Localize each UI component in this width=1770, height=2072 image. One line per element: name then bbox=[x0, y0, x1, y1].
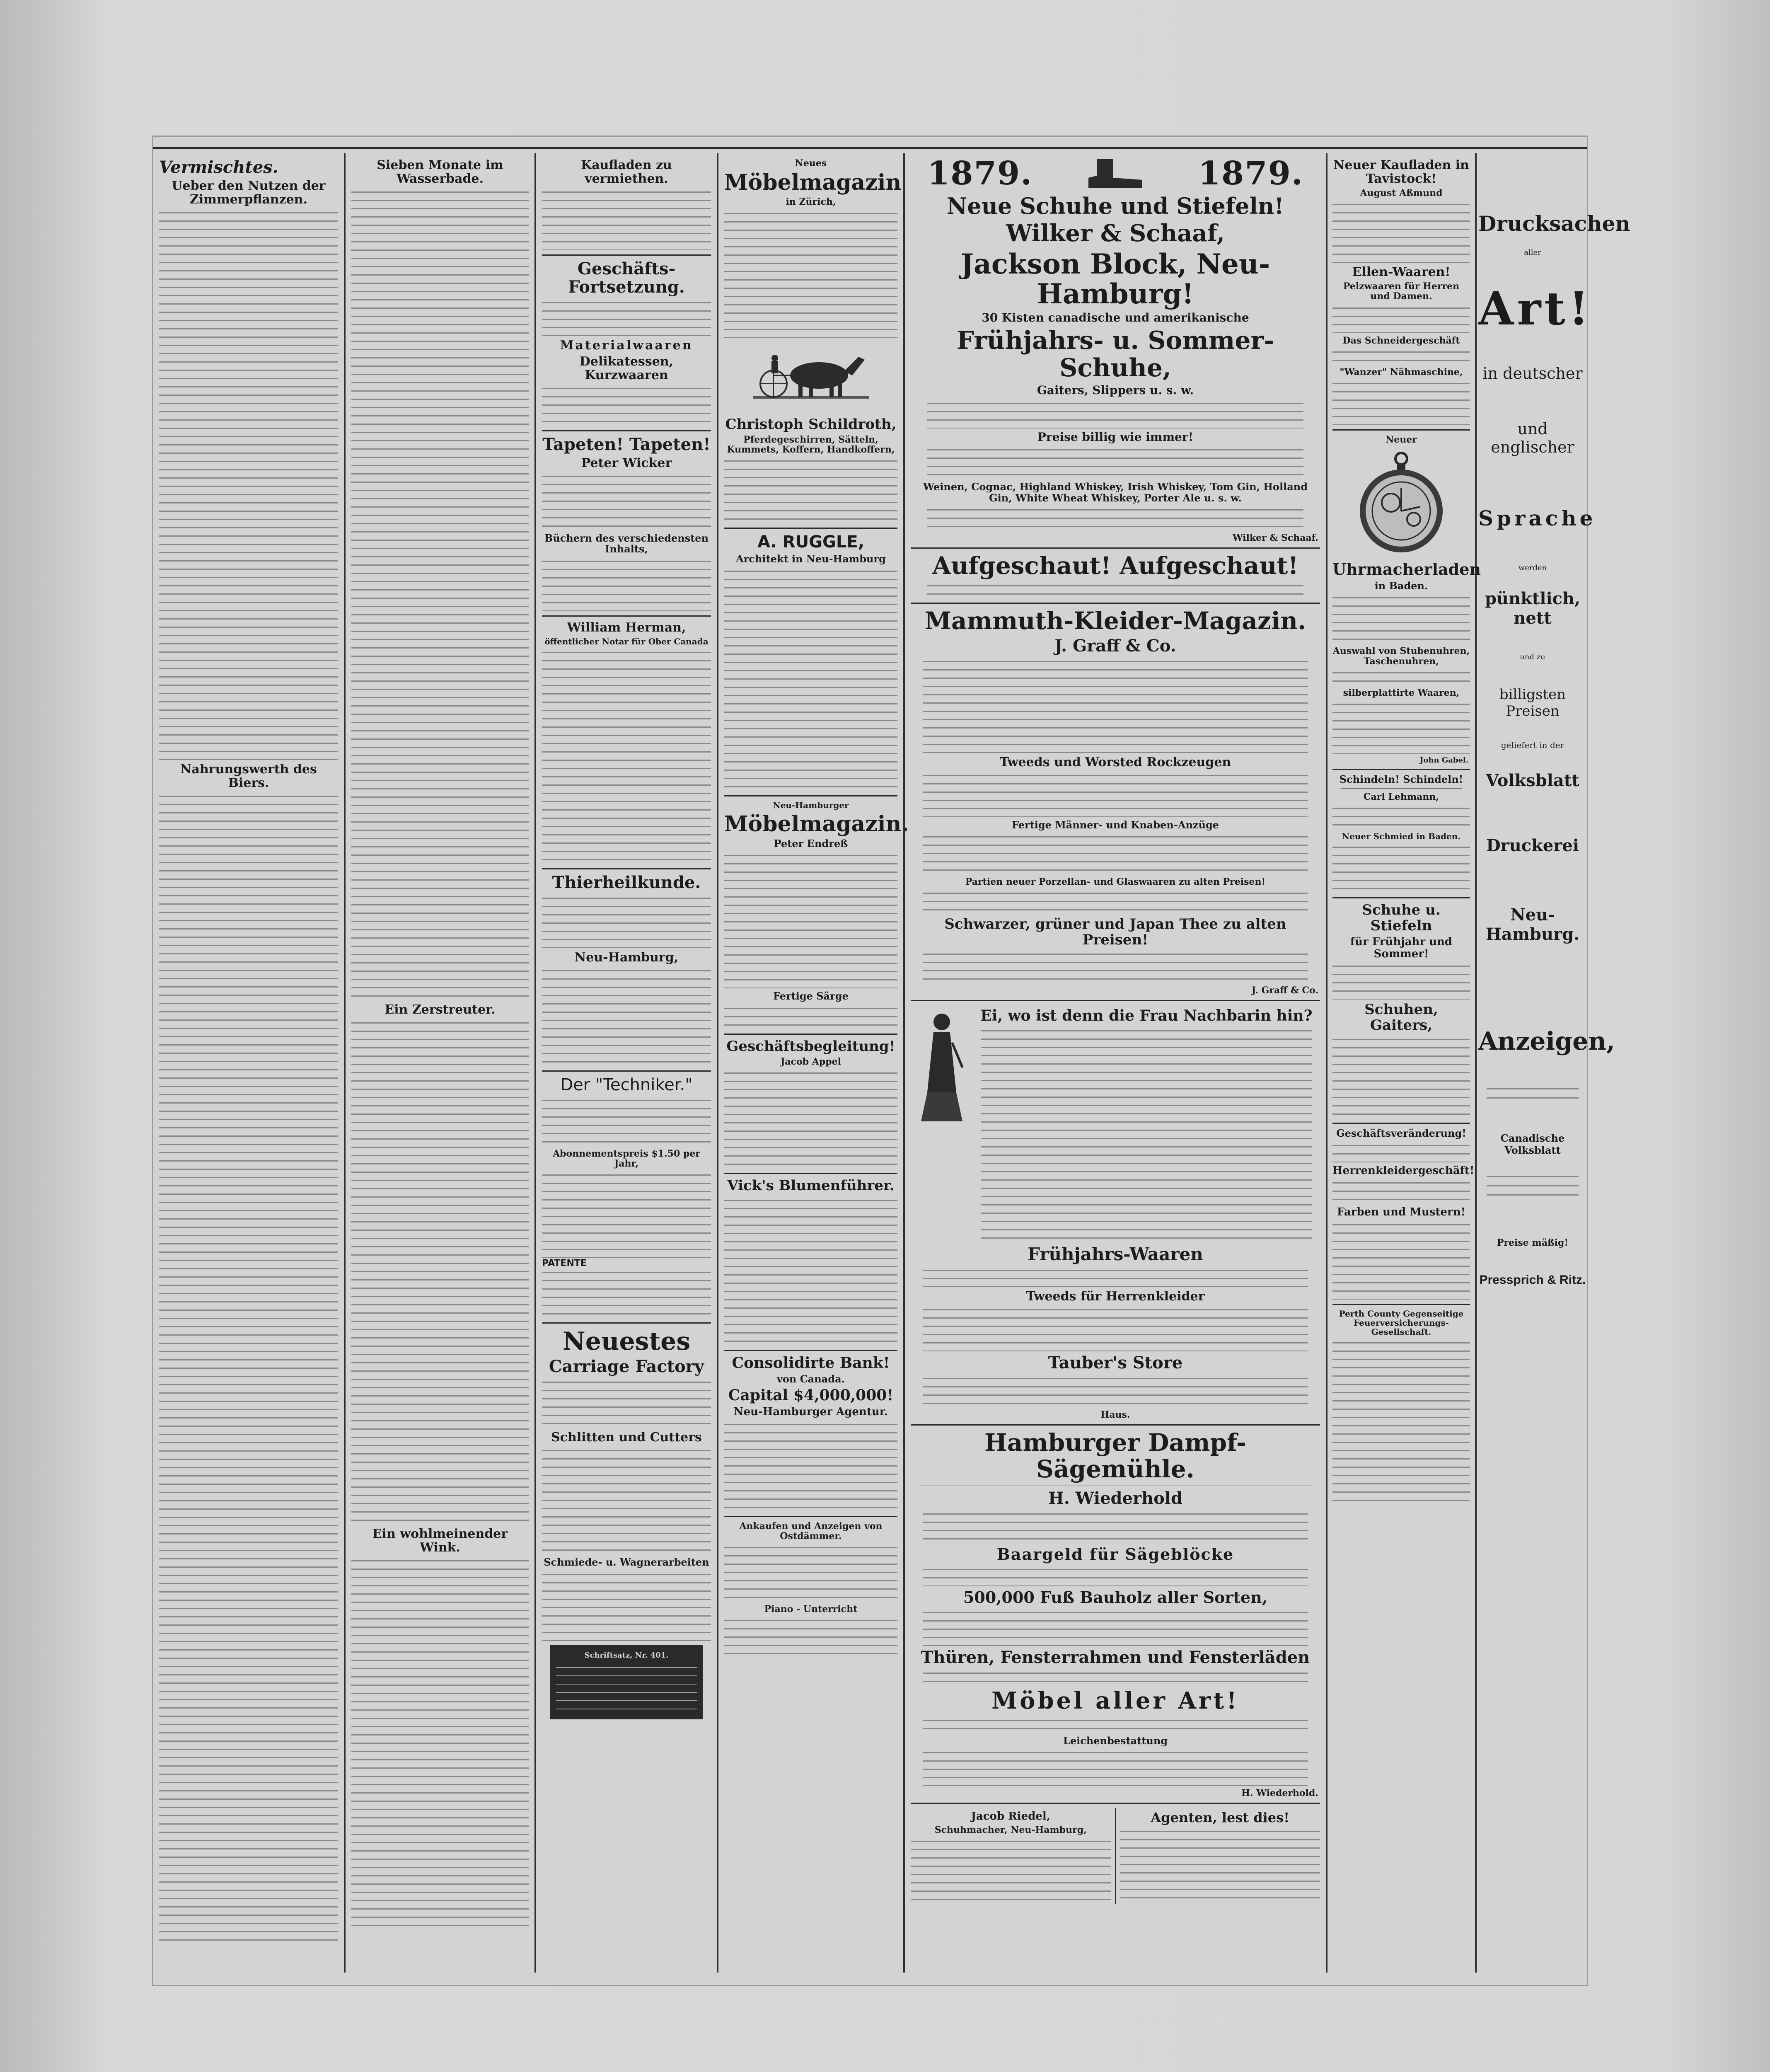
ad-subtitle: Ellen-Waaren! bbox=[1352, 265, 1451, 280]
ad-body bbox=[724, 1544, 897, 1602]
ad-subtitle: Peter Wicker bbox=[581, 456, 672, 470]
promo-line: werden bbox=[1518, 564, 1547, 572]
signature: Haus. bbox=[1100, 1409, 1130, 1420]
ad-title: Carl Lehmann, bbox=[1363, 792, 1439, 803]
ad-body bbox=[724, 1196, 897, 1346]
signature: J. Graff & Co. bbox=[1251, 985, 1318, 996]
column-6 bbox=[1326, 153, 1630, 1973]
column-3 bbox=[534, 153, 717, 1973]
promo-fineprint bbox=[1487, 1173, 1579, 1200]
ad-title: Möbelmagazin bbox=[724, 170, 902, 196]
ad-body bbox=[927, 506, 1303, 531]
ad-subtitle: Schwarzer, grüner und Japan Thee zu alten Preisen! bbox=[944, 916, 1286, 948]
ad-kicker: Neuer bbox=[1386, 434, 1417, 445]
ad-title: Carriage Factory bbox=[549, 1357, 704, 1377]
ad-title: Frühjahrs- u. Sommer-Schuhe, bbox=[956, 326, 1274, 382]
ad-subtitle: Materialwaaren bbox=[560, 338, 693, 353]
ad-subtitle: Fertige Särge bbox=[773, 990, 849, 1002]
price-note: Preise billig wie immer! bbox=[1037, 430, 1194, 444]
ad-body bbox=[1332, 348, 1470, 365]
ad-title: Frühjahrs-Waaren bbox=[1028, 1244, 1203, 1264]
ad-body bbox=[1332, 700, 1470, 754]
ad-body bbox=[923, 1716, 1308, 1733]
ad-title: Consolidirte Bank! bbox=[732, 1354, 890, 1372]
ad-title: Jacob Riedel, bbox=[971, 1810, 1050, 1823]
firm-name: Wilker & Schaaf, bbox=[1006, 220, 1225, 247]
ad-body bbox=[923, 1669, 1308, 1686]
ad-title: Neuestes bbox=[562, 1327, 691, 1356]
ad-subtitle: Schlitten und Cutters bbox=[551, 1430, 702, 1445]
promo-line: und englischer bbox=[1491, 420, 1574, 456]
notice-title: Aufgeschaut! Aufgeschaut! bbox=[932, 552, 1298, 580]
ad-kicker: Neues bbox=[795, 158, 827, 169]
article-body bbox=[351, 1019, 529, 1525]
ad-body bbox=[923, 1306, 1308, 1351]
article-body bbox=[159, 792, 338, 1944]
ad-title: Geschäfts-Fortsetzung. bbox=[568, 259, 685, 297]
ad-body bbox=[911, 1837, 1111, 1904]
ad-title: Tauber's Store bbox=[1048, 1353, 1183, 1372]
promo-line: pünktlich, nett bbox=[1485, 589, 1581, 628]
ad-body bbox=[923, 889, 1308, 914]
ad-price: Abonnementspreis $1.50 per Jahr, bbox=[553, 1148, 700, 1169]
article-body bbox=[351, 188, 529, 1000]
ad-body bbox=[1332, 1036, 1470, 1118]
ad-title: Perth County Gegenseitige Feuerversicherungs-Gesellschaft. bbox=[1339, 1308, 1464, 1337]
ad-body bbox=[1332, 804, 1470, 829]
boot-icon bbox=[1084, 157, 1146, 190]
ad-body bbox=[542, 385, 711, 426]
signature: H. Wiederhold. bbox=[1241, 1788, 1318, 1799]
ad-subtitle: Architekt in Neu-Hamburg bbox=[736, 553, 886, 565]
ad-title: Neuer Kaufladen in Tavistock! bbox=[1333, 158, 1469, 186]
ad-title: Mammuth-Kleider-Magazin. bbox=[924, 606, 1306, 635]
ad-body bbox=[1332, 669, 1470, 685]
ad-subtitle: in Zürich, bbox=[786, 196, 836, 208]
ad-body bbox=[923, 1749, 1308, 1786]
woman-figure-illustration bbox=[911, 1009, 973, 1238]
promo-line: billigsten Preisen bbox=[1499, 686, 1566, 719]
ad-body bbox=[923, 950, 1308, 983]
ad-body bbox=[1332, 1339, 1470, 1505]
ad-body bbox=[1332, 962, 1470, 1000]
ad-subtitle: Pelzwaaren für Herren und Damen. bbox=[1343, 281, 1460, 302]
patente-label: PATENTE bbox=[542, 1258, 587, 1269]
ad-firm: J. Graff & Co. bbox=[1054, 636, 1176, 656]
year-right: 1879. bbox=[1198, 155, 1303, 192]
article-title: Ein Zerstreuter. bbox=[384, 1002, 496, 1017]
ad-title: Christoph Schildroth, bbox=[725, 416, 897, 433]
ad-title: Schuhe u. Stiefeln bbox=[1362, 902, 1441, 934]
ad-body bbox=[724, 1617, 897, 1654]
ad-title: Thierheilkunde. bbox=[552, 872, 701, 892]
ad-title: Vick's Blumenführer. bbox=[727, 1177, 895, 1194]
ad-body bbox=[923, 1510, 1308, 1543]
ad-body bbox=[923, 658, 1308, 753]
article-title: Ueber den Nutzen der Zimmerpflanzen. bbox=[172, 179, 326, 207]
ad-subtitle: Fertige Männer- und Knaben-Anzüge bbox=[1011, 818, 1219, 831]
ad-subtitle: Das Schneidergeschäft bbox=[1342, 335, 1460, 346]
ad-title: Schindeln! Schindeln! bbox=[1339, 773, 1463, 785]
promo-line: Anzeigen, bbox=[1478, 1027, 1615, 1056]
ad-title: Der "Techniker." bbox=[560, 1075, 693, 1094]
newspaper-page bbox=[153, 137, 1630, 1985]
article-title: Nahrungswerth des Biers. bbox=[180, 762, 317, 790]
ad-body bbox=[927, 582, 1303, 598]
ad-subtitle: öffentlicher Notar für Ober Canada bbox=[544, 636, 708, 646]
ad-body bbox=[724, 1069, 897, 1169]
ad-subtitle: Tweeds für Herrenkleider bbox=[1026, 1289, 1205, 1304]
promo-line: Canadische Volksblatt bbox=[1500, 1132, 1565, 1156]
ad-title: Kaufladen zu vermiethen. bbox=[581, 158, 672, 186]
firm-location: Jackson Block, Neu-Hamburg! bbox=[960, 247, 1270, 310]
column-4 bbox=[717, 153, 909, 1973]
promo-fineprint bbox=[1487, 1085, 1579, 1103]
promo-line: Art! bbox=[1478, 282, 1592, 335]
signature: John Gabel. bbox=[1419, 755, 1468, 765]
ad-subtitle: silberplattirte Waaren, bbox=[1343, 687, 1460, 698]
horse-cart-illustration bbox=[724, 342, 897, 413]
ad-title: Möbelmagazin. bbox=[724, 811, 909, 837]
ad-body bbox=[1120, 1828, 1320, 1902]
article-body bbox=[351, 1557, 529, 1930]
ad-body bbox=[923, 1375, 1308, 1408]
ad-subtitle: Möbel aller Art! bbox=[991, 1687, 1239, 1715]
liquor-line: Weinen, Cognac, Highland Whiskey, Irish Whiskey, Tom Gin, Holland Gin, White Wheat Whiskey, Porter Ale u. s. w. bbox=[923, 481, 1308, 504]
ad-subtitle: Schmiede- u. Wagnerarbeiten bbox=[544, 1556, 709, 1569]
article-title: Ein wohlmeinender Wink. bbox=[372, 1527, 508, 1555]
promo-line: Drucksachen bbox=[1478, 211, 1630, 236]
dialog-ad bbox=[911, 1005, 1320, 1242]
promo-line: in deutscher bbox=[1482, 364, 1583, 382]
ad-subtitle: Partien neuer Porzellan- und Glaswaaren zu alten Preisen! bbox=[965, 876, 1266, 888]
ad-body bbox=[724, 210, 897, 338]
ad-subtitle: Farben und Mustern! bbox=[1337, 1206, 1466, 1219]
ad-title: Hamburger Dampf-Sägemühle. bbox=[984, 1428, 1246, 1483]
ad-body bbox=[542, 299, 711, 336]
ad-body bbox=[923, 833, 1308, 874]
ad-body bbox=[542, 894, 711, 948]
ad-subtitle: Peter Endreß bbox=[774, 837, 848, 850]
ad-subtitle: 500,000 Fuß Bauholz aller Sorten, bbox=[963, 1588, 1268, 1607]
ad-body bbox=[923, 1609, 1308, 1646]
ad-subtitle: Büchern des verschiedensten Inhalts, bbox=[544, 532, 709, 555]
ad-title: Geschäftsbegleitung! bbox=[726, 1038, 895, 1055]
ad-title: Ei, wo ist denn die Frau Nachbarin hin? bbox=[980, 1007, 1313, 1025]
ad-body bbox=[1332, 304, 1470, 333]
promo-line: geliefert in der bbox=[1501, 740, 1564, 750]
ad-capital: Capital $4,000,000! bbox=[728, 1386, 894, 1404]
ad-title: Uhrmacherladen bbox=[1332, 560, 1481, 579]
year-left: 1879. bbox=[927, 155, 1033, 192]
ad-body bbox=[1332, 1179, 1470, 1204]
printing-promo bbox=[1478, 153, 1630, 1973]
ad-body bbox=[542, 967, 711, 1066]
ad-body bbox=[724, 567, 897, 791]
signature: Wilker & Schaaf. bbox=[1232, 533, 1318, 544]
column-1 bbox=[153, 153, 344, 1973]
ad-body bbox=[1332, 1142, 1470, 1162]
promo-line: Preise mäßig! bbox=[1497, 1237, 1569, 1248]
ad-subtitle: Thüren, Fensterrahmen und Fensterläden bbox=[921, 1648, 1310, 1668]
column-5 bbox=[903, 153, 1326, 1973]
ad-body bbox=[542, 1571, 711, 1641]
ad-body bbox=[923, 1566, 1308, 1586]
ad-subtitle: Delikatessen, Kurzwaaren bbox=[579, 354, 674, 382]
ad-title: Agenten, lest dies! bbox=[1151, 1810, 1290, 1826]
ad-subtitle: Neu-Hamburger Agentur. bbox=[733, 1406, 888, 1418]
ad-body bbox=[724, 852, 897, 988]
ad-body bbox=[1332, 843, 1470, 893]
column-2 bbox=[344, 153, 534, 1973]
ad-title: Tapeten! Tapeten! bbox=[542, 435, 711, 454]
ad-subtitle: Baargeld für Sägeblöcke bbox=[996, 1545, 1234, 1564]
ad-subtitle: Tweeds und Worsted Rockzeugen bbox=[999, 755, 1231, 770]
ad-body bbox=[724, 1005, 897, 1029]
ad-body bbox=[542, 649, 711, 864]
column-6-ads bbox=[1328, 153, 1481, 1973]
ad-title: A. RUGGLE, bbox=[757, 533, 864, 552]
ad-body bbox=[1332, 1221, 1470, 1300]
ad-subtitle: "Wanzer" Nähmaschine, bbox=[1340, 366, 1463, 378]
promo-line: Neu-Hamburg. bbox=[1485, 905, 1580, 944]
ad-body bbox=[927, 446, 1303, 479]
ad-subtitle: Auswahl von Stubenuhren, Taschenuhren, bbox=[1332, 646, 1470, 667]
promo-line: Volksblatt bbox=[1486, 771, 1579, 790]
ad-subtitle: Schuhen, Gaiters, bbox=[1364, 1001, 1438, 1034]
ad-title: Neuer Schmied in Baden. bbox=[1342, 831, 1461, 842]
ad-subtitle: für Frühjahr und Sommer! bbox=[1350, 936, 1453, 960]
ad-body bbox=[542, 472, 711, 530]
ad-subtitle: Schuhmacher, Neu-Hamburg, bbox=[934, 1824, 1087, 1835]
ad-title: Geschäftsveränderung! bbox=[1336, 1127, 1466, 1140]
ad-body bbox=[542, 1268, 711, 1318]
ad-body bbox=[1332, 201, 1470, 263]
ad-kicker: 30 Kisten canadische und amerikanische bbox=[982, 310, 1249, 324]
promo-line: Pressprich & Ritz. bbox=[1479, 1273, 1586, 1287]
ad-box bbox=[550, 1645, 703, 1719]
ad-body bbox=[1332, 594, 1470, 644]
ad-body bbox=[724, 1421, 897, 1512]
ad-subtitle: Herrenkleidergeschäft! bbox=[1332, 1164, 1475, 1177]
ad-body bbox=[542, 1097, 711, 1146]
promo-line: Druckerei bbox=[1486, 836, 1579, 855]
ad-title: Ankaufen und Anzeigen von Ostdämmer. bbox=[739, 1520, 883, 1542]
ad-body bbox=[1332, 380, 1470, 425]
ad-subtitle: in Baden. bbox=[1374, 579, 1428, 592]
bottom-ads bbox=[911, 1808, 1320, 1904]
ad-kicker: Neu-Hamburger bbox=[773, 800, 849, 810]
ad-body bbox=[724, 457, 897, 523]
ad-body bbox=[542, 1447, 711, 1554]
ad-subtitle: von Canada. bbox=[776, 1373, 845, 1385]
promo-line: und zu bbox=[1520, 653, 1545, 661]
ad-body bbox=[542, 1378, 711, 1428]
ad-body bbox=[542, 188, 711, 250]
ad-title: William Herman, bbox=[567, 620, 686, 635]
ad-title: Piano - Unterricht bbox=[764, 1604, 858, 1615]
article-body bbox=[159, 209, 338, 760]
top-rule bbox=[153, 147, 1587, 149]
main-headline: Neue Schuhe und Stiefeln! bbox=[947, 192, 1284, 219]
ad-body bbox=[923, 1266, 1308, 1287]
pocket-watch-illustration bbox=[1332, 449, 1470, 557]
ad-body bbox=[927, 399, 1303, 428]
article-title: Sieben Monate im Wasserbade. bbox=[377, 158, 503, 186]
ad-subtitle: August Aßmund bbox=[1360, 188, 1443, 198]
section-title: Vermischtes. bbox=[159, 157, 278, 177]
ad-box-title: Schriftsatz, Nr. 401. bbox=[584, 1651, 669, 1660]
ad-body bbox=[923, 772, 1308, 817]
ad-subtitle: Pferdegeschirren, Sätteln, Kummets, Koffern, Handkoffern, bbox=[727, 434, 895, 455]
ad-body bbox=[542, 557, 711, 611]
ad-body bbox=[981, 1027, 1312, 1242]
ad-subtitle: Leichenbestattung bbox=[1063, 1734, 1168, 1747]
ad-subtitle: Neu-Hamburg, bbox=[574, 950, 679, 965]
ad-firm: H. Wiederhold bbox=[1048, 1489, 1182, 1508]
ad-subtitle: Gaiters, Slippers u. s. w. bbox=[1037, 383, 1194, 397]
ad-body bbox=[542, 1171, 711, 1258]
promo-line: aller bbox=[1524, 248, 1541, 257]
promo-line: Sprache bbox=[1478, 506, 1596, 530]
ad-subtitle: Jacob Appel bbox=[781, 1056, 841, 1067]
